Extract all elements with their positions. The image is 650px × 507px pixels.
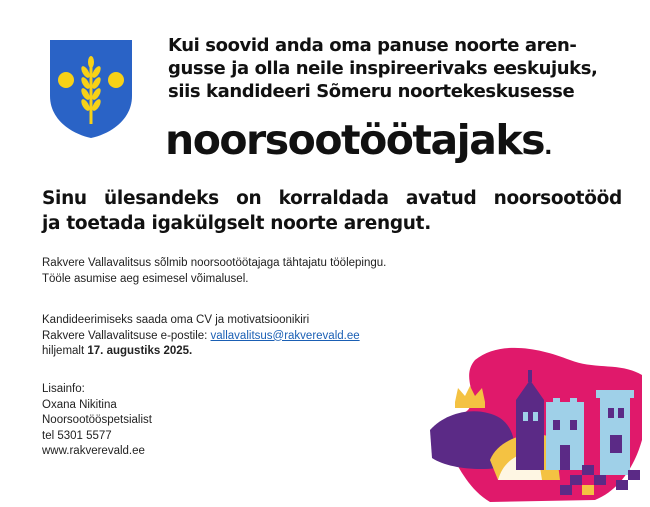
task-description (42, 186, 622, 236)
task-word: korraldada (278, 188, 389, 209)
contact-name: Oxana Nikitina (42, 398, 117, 411)
email-link[interactable]: vallavalitsus@rakverevald.ee (210, 329, 360, 342)
job-title-text: noorsootöötajaks (165, 116, 545, 164)
gold-disc-left (58, 72, 74, 88)
contract-line: Rakvere Vallavalitsus sõlmib noorsootöötajaga tähtajatu töölepingu. (42, 257, 387, 269)
task-line: ja toetada igakülgselt noorte arengut. (42, 213, 431, 234)
contact-phone: tel 5301 5577 (42, 429, 112, 442)
contact-website: www.rakverevald.ee (42, 445, 145, 457)
info-label: Lisainfo: (42, 383, 85, 395)
headline-line: siis kandideeri Sõmeru noortekeskusesse (168, 81, 575, 102)
contact-role: Noorsootööspetsialist (42, 414, 152, 426)
contract-line: Tööle asumise aeg esimesel võimalusel. (42, 272, 249, 285)
task-word: on (236, 188, 262, 209)
headline (168, 34, 598, 103)
gold-disc-right (108, 72, 124, 88)
task-word: Sinu (42, 188, 87, 209)
job-title (165, 114, 551, 174)
apply-email-label: Rakvere Vallavalitsuse e-postile: (42, 329, 211, 342)
task-word: noorsootööd (493, 188, 622, 209)
task-word: avatud (405, 188, 477, 209)
coat-of-arms-icon (48, 38, 134, 140)
deadline-date: 17. augustiks 2025. (87, 345, 193, 357)
task-word: ülesandeks (104, 188, 219, 209)
castle-illustration (420, 340, 650, 507)
job-title-dot: . (544, 135, 551, 160)
headline-line: gusse ja olla neile inspireerivaks eeskujuks, (168, 58, 598, 79)
contract-paragraph (42, 256, 512, 287)
deadline-prefix: hiljemalt (42, 345, 88, 357)
headline-line: Kui soovid anda oma panuse noorte aren- (168, 35, 577, 56)
apply-line: Kandideerimiseks saada oma CV ja motivatsioonikiri (42, 314, 310, 326)
